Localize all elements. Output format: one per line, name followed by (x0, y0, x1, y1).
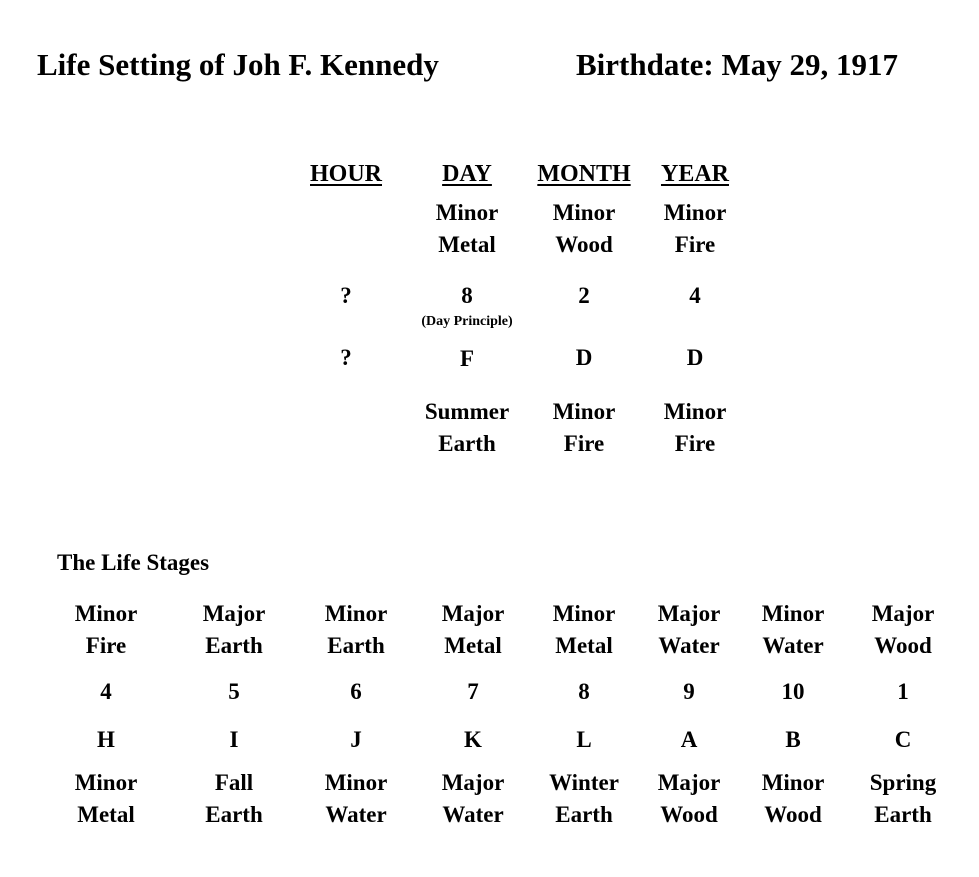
life-stage-bottom-element: Water (325, 802, 387, 827)
life-stage-bottom-element: Earth (874, 802, 932, 827)
pillar-year-header: YEAR (660, 161, 729, 187)
pillar-month-branch-element: Fire (563, 431, 605, 456)
pillar-hour-branch: ? (340, 345, 352, 370)
life-stage-letter: J (350, 727, 362, 752)
life-stage-element: Water (658, 633, 720, 658)
life-stage-bottom-element: Water (442, 802, 504, 827)
life-stage-element: Wood (874, 633, 932, 658)
life-stage-quality: Minor (761, 601, 825, 626)
life-stage-number: 5 (228, 679, 240, 704)
pillar-hour-header: HOUR (310, 161, 382, 187)
life-stage-number: 8 (578, 679, 590, 704)
life-stage-bottom-quality: Fall (214, 770, 254, 795)
pillar-day-header: DAY (442, 161, 492, 187)
life-stage-quality: Major (871, 601, 935, 626)
pillar-year-stem-element: Fire (674, 232, 716, 257)
life-stage-element: Fire (85, 633, 127, 658)
life-stage-letter: L (576, 727, 592, 752)
life-stage-bottom-quality: Minor (324, 770, 388, 795)
life-stage-quality: Major (657, 601, 721, 626)
life-stage-number: 7 (467, 679, 479, 704)
birthdate-label: Birthdate: May 29, 1917 (576, 47, 899, 82)
pillar-day-stem-element: Metal (438, 232, 496, 257)
pillar-month-header: MONTH (537, 161, 631, 187)
life-stage-bottom-element: Earth (555, 802, 613, 827)
life-stage-bottom-quality: Spring (869, 770, 937, 795)
life-stage-quality: Major (441, 601, 505, 626)
life-stage-element: Metal (444, 633, 502, 658)
life-stage-number: 6 (350, 679, 362, 704)
page-title: Life Setting of Joh F. Kennedy (37, 47, 439, 82)
life-stage-bottom-quality: Major (657, 770, 721, 795)
pillar-year-branch-element: Fire (674, 431, 716, 456)
life-stage-element: Earth (205, 633, 263, 658)
pillar-day-number: 8 (461, 283, 473, 308)
life-stage-quality: Minor (324, 601, 388, 626)
life-stage-quality: Major (202, 601, 266, 626)
life-stage-element: Water (762, 633, 824, 658)
pillar-day-branch-element: Earth (438, 431, 496, 456)
life-stage-bottom-quality: Major (441, 770, 505, 795)
pillar-month-stem-quality: Minor (552, 200, 616, 225)
life-stage-number: 10 (781, 679, 805, 704)
life-stage-quality: Minor (74, 601, 138, 626)
pillar-year-number: 4 (689, 283, 701, 308)
life-stage-element: Metal (555, 633, 613, 658)
pillar-day-stem-quality: Minor (435, 200, 499, 225)
pillar-month-branch: D (575, 345, 593, 370)
life-stage-bottom-element: Earth (205, 802, 263, 827)
life-stage-quality: Minor (552, 601, 616, 626)
life-stage-letter: H (97, 727, 115, 752)
life-stage-letter: B (785, 727, 801, 752)
life-stage-letter: I (229, 727, 239, 752)
life-stage-bottom-quality: Minor (74, 770, 138, 795)
life-stage-bottom-element: Wood (764, 802, 822, 827)
life-stage-number: 9 (683, 679, 695, 704)
life-stage-element: Earth (327, 633, 385, 658)
life-stage-number: 4 (100, 679, 112, 704)
life-stage-letter: A (680, 727, 698, 752)
life-stages-title: The Life Stages (57, 550, 210, 575)
pillar-year-branch-quality: Minor (663, 399, 727, 424)
pillar-day-branch-quality: Summer (424, 399, 510, 424)
pillar-day-branch: F (459, 346, 475, 371)
pillar-month-number: 2 (578, 283, 590, 308)
pillar-hour-number: ? (340, 283, 352, 308)
life-stage-bottom-quality: Minor (761, 770, 825, 795)
life-stage-number: 1 (897, 679, 909, 704)
life-stage-letter: C (894, 727, 912, 752)
pillar-month-stem-element: Wood (555, 232, 613, 257)
pillar-year-stem-quality: Minor (663, 200, 727, 225)
life-stage-bottom-quality: Winter (549, 770, 619, 795)
life-stage-bottom-element: Metal (77, 802, 135, 827)
life-stage-bottom-element: Wood (660, 802, 718, 827)
day-principle-note: (Day Principle) (421, 314, 513, 329)
pillar-year-branch: D (686, 345, 704, 370)
life-stage-letter: K (464, 727, 482, 752)
pillar-month-branch-quality: Minor (552, 399, 616, 424)
